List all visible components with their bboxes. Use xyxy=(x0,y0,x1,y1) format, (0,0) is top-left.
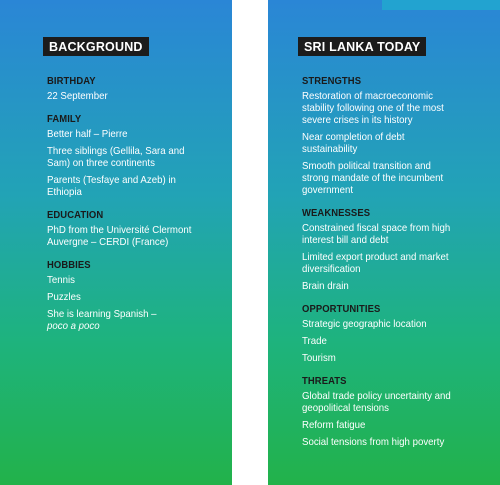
list-item xyxy=(47,308,202,332)
section-heading: EDUCATION xyxy=(47,209,104,221)
list-item-italic: poco a poco xyxy=(47,320,100,332)
section-heading: STRENGTHS xyxy=(302,75,362,87)
section-heading: OPPORTUNITIES xyxy=(302,303,381,315)
list-item: Brain drain xyxy=(302,280,349,292)
list-item: Better half – Pierre xyxy=(47,128,128,140)
list-item-text: She is learning Spanish – xyxy=(47,308,157,320)
family-section xyxy=(47,113,232,198)
list-item: Social tensions from high poverty xyxy=(302,436,445,448)
section-heading: FAMILY xyxy=(47,113,82,125)
list-item: Puzzles xyxy=(47,291,81,303)
sri-lanka-panel xyxy=(268,0,500,485)
list-item: Tennis xyxy=(47,274,75,286)
section-heading: THREATS xyxy=(302,375,347,387)
hobbies-section xyxy=(47,259,232,332)
birthday-section xyxy=(47,75,232,102)
weaknesses-section xyxy=(302,207,500,292)
list-item: Reform fatigue xyxy=(302,419,366,431)
background-panel xyxy=(0,0,232,485)
list-item: Constrained fiscal space from high interest bill and debt xyxy=(302,222,451,246)
education-section xyxy=(47,209,232,248)
list-item: 22 September xyxy=(47,90,108,102)
list-item: PhD from the Université Clermont Auvergne – CERDI (France) xyxy=(47,224,192,248)
list-item: Near completion of debt sustainability xyxy=(302,131,405,155)
background-banner: BACKGROUND xyxy=(43,37,149,56)
list-item: Global trade policy uncertainty and geopolitical tensions xyxy=(302,390,451,414)
list-item: Limited export product and market diversification xyxy=(302,251,449,275)
list-item: Tourism xyxy=(302,352,336,364)
top-tab-decoration xyxy=(382,0,500,10)
list-item: Parents (Tesfaye and Azeb) in Ethiopia xyxy=(47,174,176,198)
list-item: Strategic geographic location xyxy=(302,318,427,330)
list-item: Three siblings (Gellila, Sara and Sam) on three continents xyxy=(47,145,185,169)
list-item: Smooth political transition and strong mandate of the incumbent government xyxy=(302,160,444,196)
section-heading: WEAKNESSES xyxy=(302,207,371,219)
strengths-section xyxy=(302,75,500,196)
threats-section xyxy=(302,375,500,448)
sri-lanka-banner: SRI LANKA TODAY xyxy=(298,37,426,56)
list-item: Trade xyxy=(302,335,327,347)
section-heading: BIRTHDAY xyxy=(47,75,96,87)
list-item: Restoration of macroeconomic stability following one of the most severe crises in its history xyxy=(302,90,444,126)
section-heading: HOBBIES xyxy=(47,259,91,271)
opportunities-section xyxy=(302,303,500,364)
